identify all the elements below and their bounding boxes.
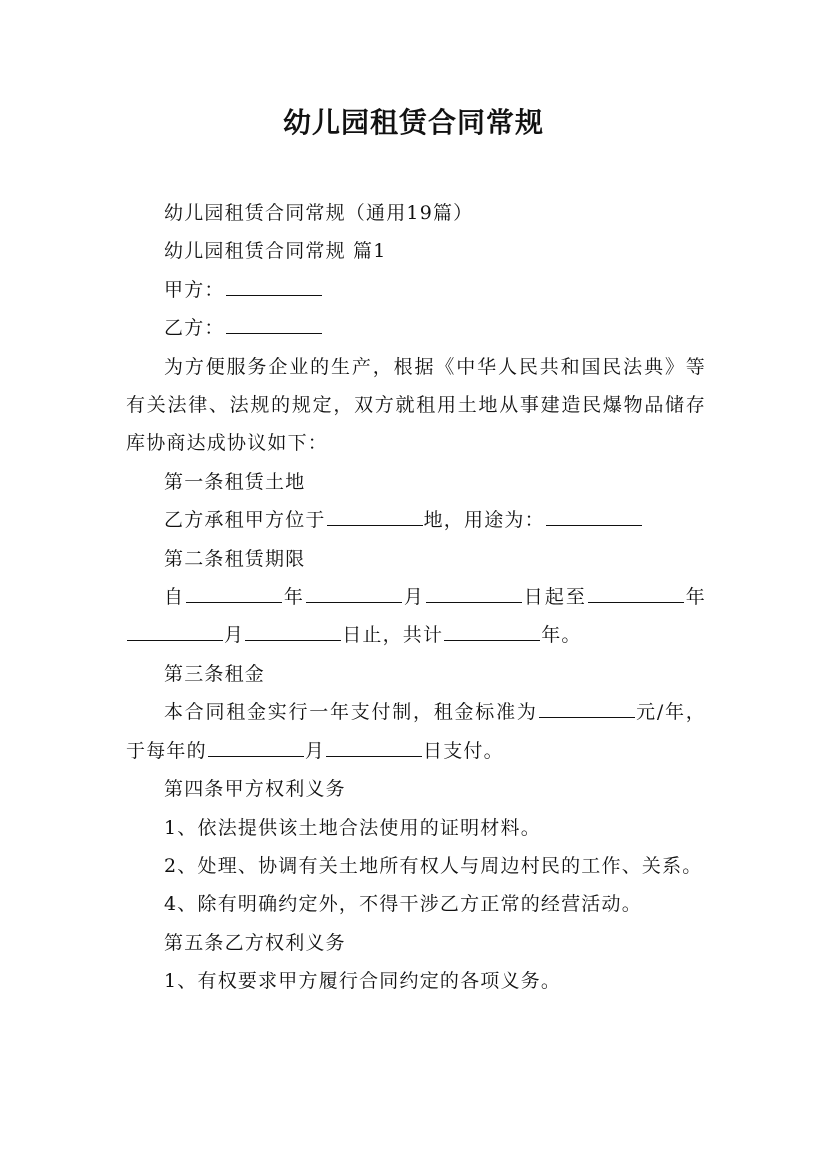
- article4-item1: 1、依法提供该土地合法使用的证明材料。: [164, 816, 541, 839]
- article3-text: [126, 693, 706, 770]
- article2-text-part: 月: [402, 586, 425, 609]
- article2-text-part: 年。: [541, 624, 582, 647]
- pay-day-blank: [326, 755, 422, 757]
- part-heading: 幼儿园租赁合同常规 篇1: [164, 240, 387, 263]
- article2-text-part: 日起至: [522, 586, 587, 609]
- party-a-line: [126, 271, 706, 309]
- article5-item1: 1、有权要求甲方履行合同约定的各项义务。: [164, 970, 562, 993]
- document-body: [126, 194, 706, 1001]
- article4-heading: 第四条甲方权利义务: [164, 778, 346, 801]
- document-title: 幼儿园租赁合同常规: [282, 106, 544, 139]
- article2-text-part: 日止，共计: [342, 624, 444, 647]
- article2-text-part: 月: [224, 624, 245, 647]
- start-day-blank: [426, 601, 522, 603]
- party-b-line: [126, 309, 706, 347]
- article1-text: [126, 501, 706, 539]
- rent-amount-blank: [539, 716, 635, 718]
- article1-heading: 第一条租赁土地: [164, 470, 306, 493]
- article4-item2: 2、处理、协调有关土地所有权人与周边村民的工作、关系。: [164, 854, 703, 877]
- article2-text: [126, 578, 706, 655]
- article5-heading: 第五条乙方权利义务: [164, 931, 346, 954]
- start-year-blank: [186, 601, 282, 603]
- article3-text-part: 本合同租金实行一年支付制，租金标准为: [164, 701, 538, 724]
- intro-paragraph: 为方便服务企业的生产，根据《中华人民共和国民法典》等有关法律、法规的规定，双方就租用土地从事建造民爆物品储存库协商达成协议如下：: [126, 355, 706, 455]
- document-subtitle: 幼儿园租赁合同常规（通用19篇）: [164, 202, 474, 224]
- party-b-blank: [226, 332, 322, 334]
- total-years-blank: [444, 639, 540, 641]
- end-year-blank: [588, 601, 684, 603]
- article4-item4: 4、除有明确约定外，不得干涉乙方正常的经营活动。: [164, 893, 642, 916]
- party-a-blank: [226, 294, 322, 296]
- pay-month-blank: [208, 755, 304, 757]
- article2-heading: 第二条租赁期限: [164, 547, 306, 570]
- article3-text-part: 月: [304, 739, 326, 762]
- start-month-blank: [306, 601, 402, 603]
- party-b-label: 乙方：: [164, 317, 225, 340]
- end-month-blank: [127, 639, 223, 641]
- location-blank: [327, 524, 423, 526]
- purpose-blank: [546, 524, 642, 526]
- end-day-blank: [245, 639, 341, 641]
- article2-text-part: 年: [684, 586, 707, 609]
- article1-text-part: 地，用途为：: [423, 509, 545, 532]
- article3-text-part: 日支付。: [423, 739, 504, 762]
- article2-text-part: 自: [164, 586, 186, 609]
- article2-text-part: 年: [283, 586, 305, 609]
- article3-text-part: 元/年，于每年的: [126, 701, 706, 762]
- party-a-label: 甲方：: [164, 278, 225, 301]
- article1-text-part: 乙方承租甲方位于: [164, 509, 326, 532]
- article3-heading: 第三条租金: [164, 662, 266, 685]
